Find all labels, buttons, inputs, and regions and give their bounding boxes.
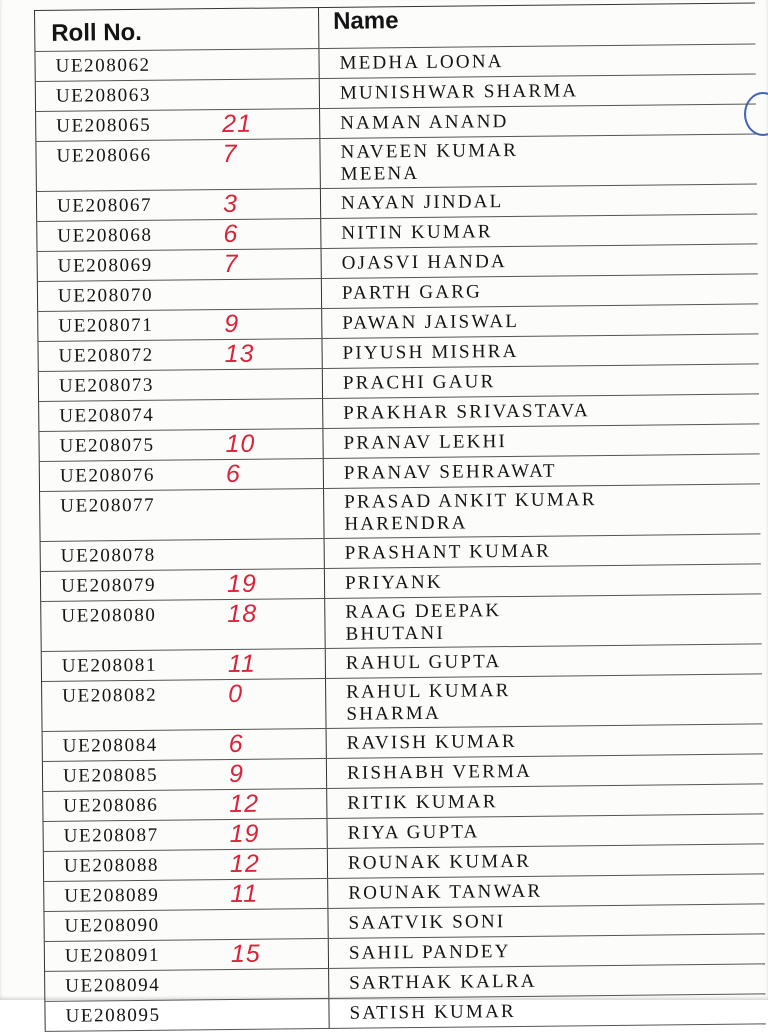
table-row: [42, 674, 762, 732]
roll-number: UE208079: [60, 574, 157, 597]
roll-cell: [38, 309, 322, 341]
student-name: PRASHANT KUMAR: [344, 540, 552, 564]
name-cell: [328, 874, 764, 908]
roll-cell: [39, 399, 323, 431]
roll-cell: [45, 999, 329, 1031]
student-name: SAATVIK SONI: [348, 911, 506, 934]
table-row: [41, 594, 761, 652]
handwritten-mark: 7: [222, 139, 238, 169]
name-cell: [322, 274, 758, 308]
roll-cell: [40, 459, 324, 491]
name-cell: [326, 674, 762, 728]
roll-number: UE208073: [58, 374, 155, 397]
name-cell: [319, 44, 755, 78]
name-cell: [329, 994, 765, 1028]
name-cell: [329, 934, 765, 968]
roll-number: UE208091: [64, 944, 161, 967]
handwritten-mark: 12: [229, 789, 260, 818]
roll-number: UE208070: [57, 284, 154, 307]
handwritten-mark: 13: [224, 339, 255, 369]
roll-cell: [38, 249, 322, 281]
attendance-table: [34, 2, 766, 1031]
name-cell: [323, 364, 759, 398]
roll-cell: [44, 849, 328, 881]
roll-number: UE208076: [59, 464, 156, 487]
handwritten-mark: 11: [230, 879, 259, 908]
roll-cell: [41, 539, 325, 571]
student-name: RAVISH KUMAR: [346, 730, 517, 754]
roll-cell: [44, 819, 328, 851]
roll-number: UE208084: [62, 734, 158, 757]
student-name: SATISH KUMAR: [349, 1001, 516, 1024]
student-name: RISHABH VERMA: [346, 760, 533, 784]
roll-number: UE208082: [62, 684, 158, 707]
roll-cell: [40, 489, 324, 541]
name-cell: [323, 424, 759, 458]
name-cell: [325, 534, 761, 568]
name-cell: [320, 134, 756, 188]
name-cell: [328, 844, 764, 878]
name-cell: [320, 74, 756, 108]
roll-cell: [39, 369, 323, 401]
handwritten-mark: 0: [228, 679, 244, 709]
name-cell: [327, 754, 763, 788]
handwritten-mark: 6: [223, 219, 239, 249]
student-name: RAAG DEEPAK BHUTANI: [345, 600, 502, 645]
student-name: PAWAN JAISWAL: [342, 310, 520, 334]
name-cell: [320, 104, 756, 138]
roll-number: UE208080: [61, 604, 157, 627]
handwritten-mark: 12: [229, 849, 260, 878]
roll-number: UE208062: [55, 54, 151, 77]
roll-cell: [43, 789, 327, 821]
header-roll-no: Roll No.: [35, 8, 319, 51]
student-name: NAVEEN KUMAR MEENA: [340, 139, 519, 185]
roll-cell: [44, 909, 328, 941]
handwritten-mark: 19: [226, 569, 257, 599]
roll-cell: [39, 429, 323, 461]
roll-number: UE208086: [63, 794, 159, 817]
student-name: PRACHI GAUR: [342, 371, 496, 394]
roll-cell: [44, 879, 328, 911]
name-cell: [326, 644, 762, 678]
roll-cell: [36, 79, 320, 111]
student-name: RAHUL GUPTA: [345, 651, 502, 674]
student-name: ROUNAK TANWAR: [348, 880, 543, 904]
roll-number: UE208068: [57, 224, 153, 247]
roll-number: UE208077: [60, 494, 156, 517]
roll-cell: [37, 189, 321, 221]
name-cell: [321, 214, 757, 248]
student-name: ROUNAK KUMAR: [347, 850, 532, 874]
student-name: NAMAN ANAND: [340, 111, 509, 134]
student-name: SAHIL PANDEY: [348, 941, 511, 964]
name-cell: [321, 184, 757, 218]
name-cell: [325, 594, 761, 648]
roll-number: UE208081: [61, 654, 158, 677]
roll-cell: [36, 139, 320, 191]
student-name: PRASAD ANKIT KUMAR HARENDRA: [344, 489, 597, 535]
handwritten-mark: 6: [228, 729, 244, 759]
student-name: NAYAN JINDAL: [340, 191, 504, 214]
roll-number: UE208071: [58, 314, 154, 337]
roll-number: UE208087: [63, 824, 159, 847]
roll-number: UE208072: [58, 344, 154, 367]
table-row: [45, 994, 765, 1032]
handwritten-mark: 9: [224, 309, 240, 339]
roll-cell: [36, 109, 320, 141]
roll-cell: [42, 649, 326, 681]
handwritten-mark: 3: [222, 189, 239, 219]
roll-cell: [41, 569, 325, 601]
roll-number: UE208075: [59, 434, 155, 457]
roll-number: UE208078: [60, 544, 156, 567]
name-cell: [328, 904, 764, 938]
handwritten-mark: 21: [222, 109, 253, 139]
student-name: PRIYANK: [344, 571, 443, 594]
name-cell: [327, 814, 763, 848]
student-name: PARTH GARG: [341, 281, 483, 304]
roll-number: UE208074: [59, 404, 155, 427]
student-name: RIYA GUPTA: [347, 821, 480, 844]
student-name: RITIK KUMAR: [347, 791, 498, 814]
name-cell: [325, 564, 761, 598]
name-cell: [324, 454, 760, 488]
roll-number: UE208085: [62, 764, 159, 787]
roll-number: UE208090: [64, 914, 160, 937]
roll-number: UE208067: [56, 194, 153, 217]
roll-cell: [45, 969, 329, 1001]
roll-number: UE208065: [56, 114, 152, 137]
student-name: PRAKHAR SRIVASTAVA: [343, 400, 590, 424]
roll-number: UE208095: [65, 1004, 161, 1027]
handwritten-mark: 6: [225, 459, 241, 489]
student-name: OJASVI HANDA: [341, 251, 507, 274]
name-cell: [322, 334, 758, 368]
roll-number: UE208089: [64, 884, 160, 907]
student-name: MEDHA LOONA: [339, 51, 504, 74]
roll-number: UE208063: [55, 84, 152, 107]
name-cell: [322, 244, 758, 278]
name-cell: [324, 484, 760, 538]
roll-cell: [42, 679, 326, 731]
handwritten-mark: 18: [227, 599, 258, 629]
header-name: Name: [332, 7, 399, 35]
name-cell: [322, 304, 758, 338]
roll-cell: [38, 279, 322, 311]
handwritten-mark: 10: [225, 429, 256, 459]
student-name: RAHUL KUMAR SHARMA: [346, 680, 511, 725]
table-body: [35, 44, 765, 1031]
student-name: SARTHAK KALRA: [349, 970, 537, 994]
roll-cell: [35, 49, 319, 81]
roll-number: UE208094: [65, 974, 161, 997]
student-name: PIYUSH MISHRA: [342, 340, 519, 364]
student-name: PRANAV SEHRAWAT: [343, 460, 557, 484]
roll-number: UE208066: [56, 144, 152, 167]
roll-cell: [45, 939, 329, 971]
roll-cell: [43, 729, 327, 761]
name-cell: [327, 724, 763, 758]
student-name: PRANAV LEKHI: [343, 431, 508, 454]
roll-number: UE208069: [57, 254, 153, 277]
roll-cell: [38, 339, 322, 371]
name-cell: [327, 784, 763, 818]
table-row: [40, 484, 760, 542]
handwritten-mark: 7: [223, 249, 239, 279]
handwritten-mark: 15: [230, 939, 261, 968]
handwritten-mark: 9: [228, 759, 245, 788]
name-cell: [323, 394, 759, 428]
name-cell: [329, 964, 765, 998]
roll-number: UE208088: [63, 854, 160, 877]
roll-cell: [43, 759, 327, 791]
handwritten-mark: 19: [229, 819, 260, 848]
roll-cell: [41, 599, 325, 651]
handwritten-mark: 11: [227, 649, 256, 679]
roll-cell: [37, 219, 321, 251]
student-name: NITIN KUMAR: [341, 221, 493, 244]
table-row: [36, 134, 756, 192]
student-name: MUNISHWAR SHARMA: [339, 80, 579, 104]
